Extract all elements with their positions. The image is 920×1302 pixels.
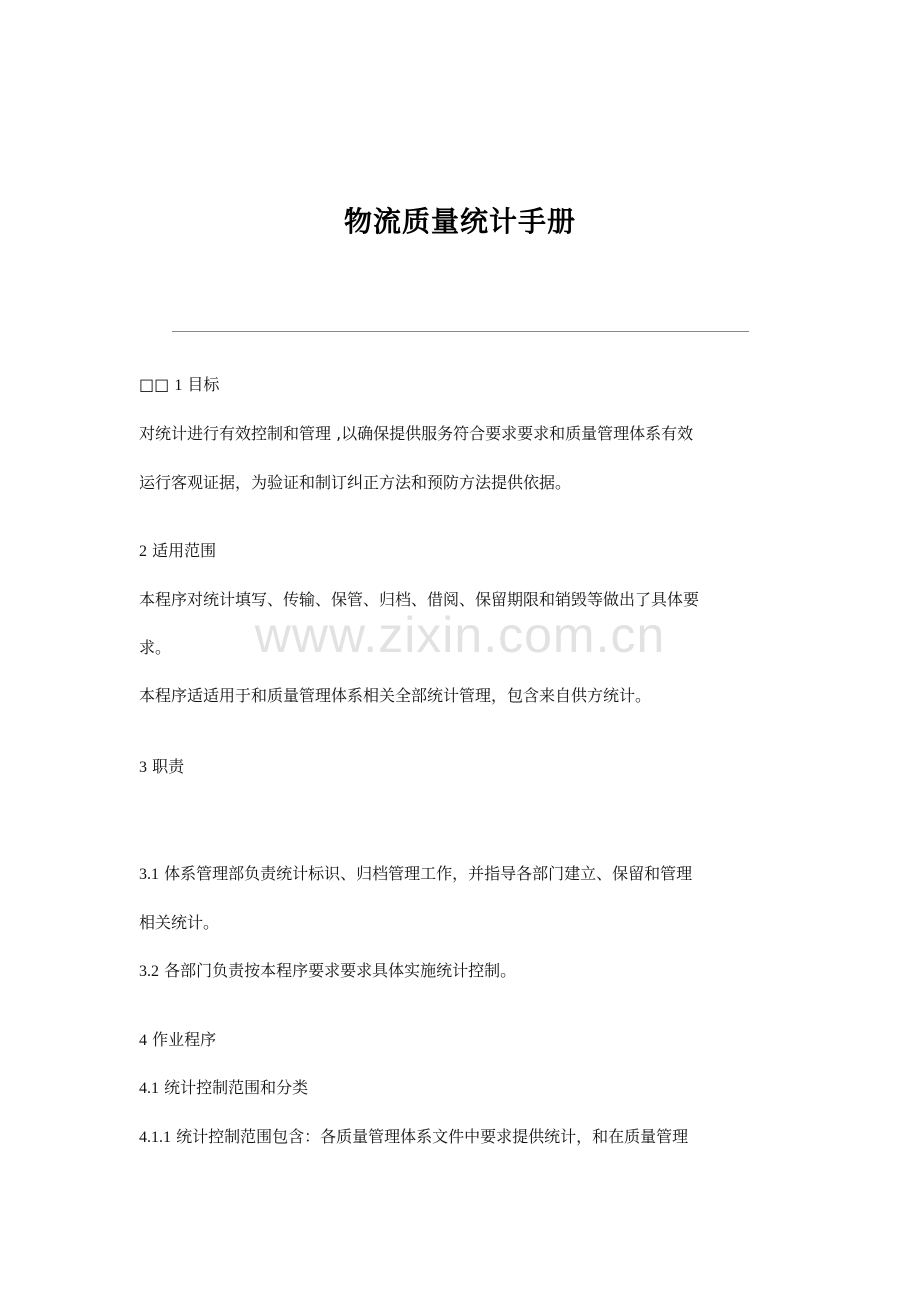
section-4-1-text: 统计控制范围和分类 (159, 1078, 309, 1097)
title-divider (172, 331, 749, 332)
section-2-heading (139, 541, 216, 562)
section-2-title: 适用范围 (147, 541, 217, 560)
section-1-prefix-glyphs: □□ (139, 375, 175, 394)
section-4-1 (139, 1078, 308, 1099)
section-3-heading (139, 757, 184, 778)
section-2-paragraph-1-line-1: 本程序对统计填写、传输、保管、归档、借阅、保留期限和销毁等做出了具体要 (139, 590, 700, 609)
section-2-number: 2 (139, 543, 147, 560)
section-2-paragraph-2: 本程序适适用于和质量管理体系相关全部统计管理，包含来自供方统计。 (139, 686, 652, 705)
section-3-1-line-2: 相关统计。 (139, 913, 220, 932)
section-1-paragraph-line-2: 运行客观证据，为验证和制订纠正方法和预防方法提供依据。 (139, 473, 572, 492)
document-title: 物流质量统计手册 (343, 205, 576, 238)
section-3-number: 3 (139, 759, 147, 776)
section-1-number: 1 (174, 377, 183, 394)
section-4-title: 作业程序 (147, 1030, 217, 1049)
section-3-2-text: 各部门负责按本程序要求要求具体实施统计控制。 (159, 961, 517, 980)
section-2-paragraph-1-line-2: 求。 (139, 638, 172, 657)
section-1-heading (139, 375, 219, 396)
section-4-1-number: 4.1 (139, 1080, 159, 1097)
section-3-2-number: 3.2 (139, 963, 159, 980)
section-3-2 (139, 961, 516, 982)
section-1-title: 目标 (182, 375, 220, 394)
section-1-paragraph-line-1: 对统计进行有效控制和管理 ,以确保提供服务符合要求要求和质量管理体系有效 (139, 424, 694, 443)
section-4-number: 4 (139, 1032, 147, 1049)
section-3-1-text: 体系管理部负责统计标识、归档管理工作，并指导各部门建立、保留和管理 (159, 864, 693, 883)
section-4-1-1-number: 4.1.1 (139, 1129, 171, 1146)
section-4-1-1 (139, 1127, 688, 1148)
section-3-1-line-1 (139, 864, 692, 885)
section-4-heading (139, 1030, 216, 1051)
section-3-1-number: 3.1 (139, 866, 159, 883)
section-4-1-1-text: 统计控制范围包含：各质量管理体系文件中要求提供统计，和在质量管理 (171, 1127, 689, 1146)
watermark-text: www.zixin.com.cn (254, 607, 666, 663)
section-3-title: 职责 (147, 757, 185, 776)
